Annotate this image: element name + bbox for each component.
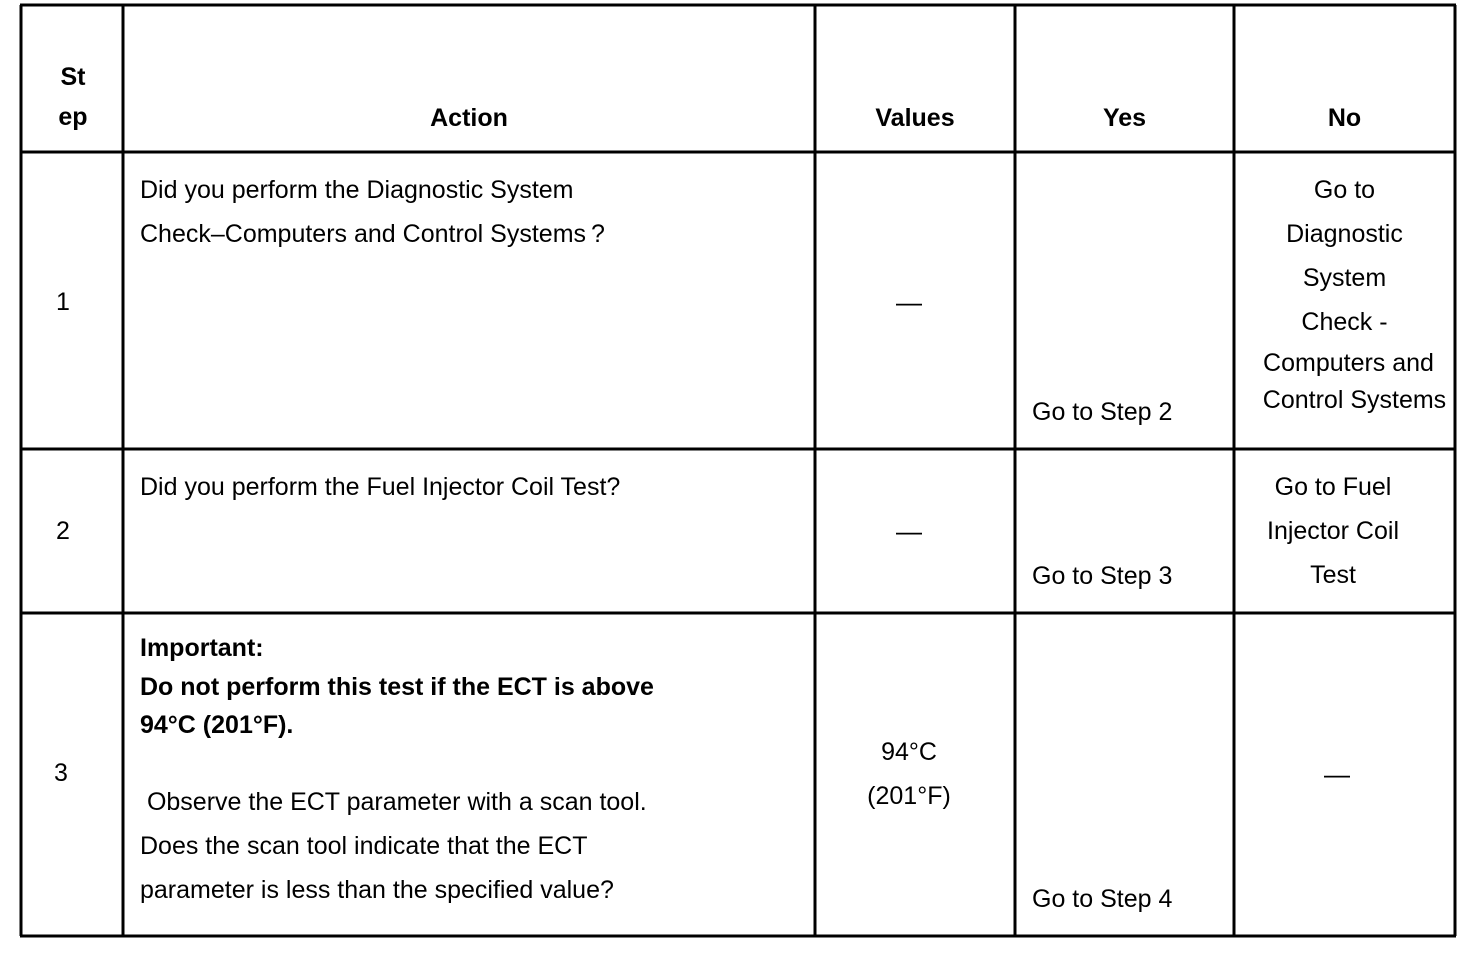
action-line: Check–Computers and Control Systems ? [140,220,605,248]
no-line: Computers and [1263,349,1434,377]
important-label: Important: [140,634,264,662]
header-no: No [1327,104,1362,132]
important-line: 94°C (201°F). [140,711,294,739]
action-text [140,168,810,256]
action-line: Did you perform the Fuel Injector Coil Test? [140,473,621,501]
header-yes: Yes [1102,104,1147,132]
step-number: 2 [56,517,70,545]
no-link[interactable] [1235,168,1454,418]
spacer [140,744,810,780]
step-number: 1 [56,288,70,316]
no-line: Injector Coil [1267,517,1399,545]
yes-link[interactable]: Go to Step 2 [1032,398,1173,426]
header-action: Action [430,104,508,132]
value-text: — [896,287,922,317]
value-text: — [896,516,922,546]
no-line: Control Systems [1262,386,1447,414]
header-step-line2: ep [58,103,88,131]
no-line: Go to Fuel [1274,473,1392,501]
no-line: System [1302,264,1387,292]
action-line: Did you perform the Diagnostic System [140,176,574,204]
action-text [140,628,810,912]
action-line: Observe the ECT parameter with a scan tool. [140,788,647,816]
header-step-line1: St [60,63,86,91]
important-line: Do not perform this test if the ECT is above [140,673,654,701]
no-line: Test [1310,561,1356,589]
value-text [816,730,1002,818]
action-text [140,465,810,509]
action-line: Does the scan tool indicate that the ECT [140,832,588,860]
header-values: Values [875,104,955,132]
no-link[interactable] [1235,465,1431,597]
step-number: 3 [54,759,68,787]
action-line: parameter is less than the specified value? [140,876,614,904]
yes-link[interactable]: Go to Step 3 [1032,562,1173,590]
yes-link[interactable]: Go to Step 4 [1032,885,1173,913]
no-line: Go to [1313,176,1376,204]
value-line: (201°F) [867,782,951,810]
value-line: 94°C [881,738,937,766]
no-text: — [1324,759,1350,789]
header-step [23,57,123,137]
no-line: Check - [1301,308,1388,336]
no-line: Diagnostic [1286,220,1403,248]
